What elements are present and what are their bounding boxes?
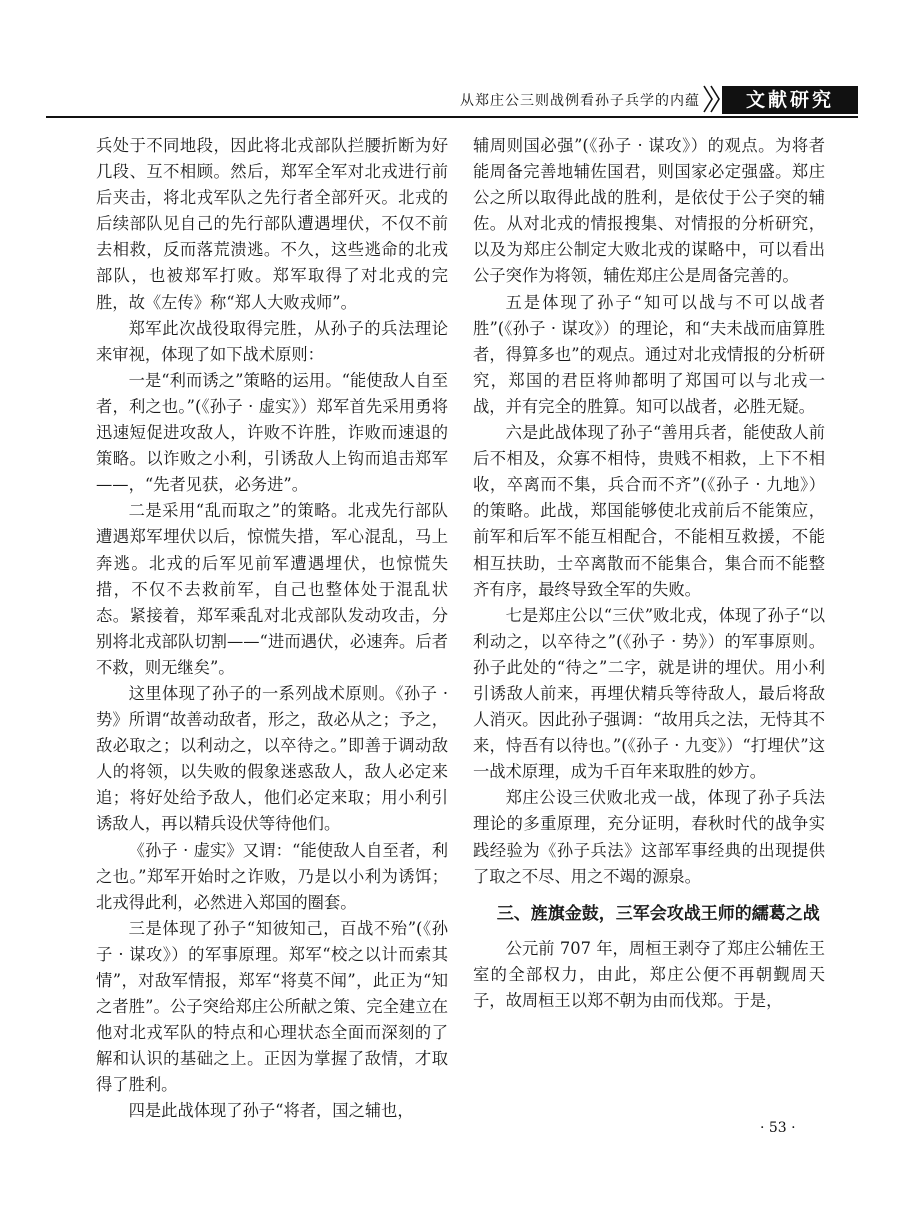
- section-tag: 文献研究: [722, 86, 858, 114]
- paragraph: 一是“利而诱之”策略的运用。“能使敌人自至者，利之也。”(《孙子 · 虚实》）郑军首先采用勇将迅速短促进攻敌人，许败不许胜，诈败而速退的策略。以诈败之小利，引诱敌人上钩而追击郑军——，“先者见获，必务进”。: [96, 370, 448, 495]
- paragraph: 兵处于不同地段，因此将北戎部队拦腰折断为好几段、互不相顾。然后，郑军全军对北戎进行前后夹击，将北戎军队之先行者全部歼灭。北戎的后续部队见自己的先行部队遭遇埋伏，不仅不前去相救，反而落荒溃逃。不久，这些逃命的北戎部队，也被郑军打败。郑军取得了对北戎的完胜，故《左传》称“郑人大败戎师”。: [96, 136, 448, 312]
- paragraph: 七是郑庄公以“三伏”败北戎，体现了孙子“以利动之，以卒待之”(《孙子 · 势》）的军事原则。孙子此处的“待之”二字，就是讲的埋伏。用小利引诱敌人前来，再埋伏精兵等待敌人，最后将敌人消灭。因此孙子强调：“故用兵之法，无恃其不来，恃吾有以待也。”(《孙子 · 九变》）“打埋伏”这一战术原理，成为千百年来取胜的妙方。: [473, 605, 825, 782]
- paragraph: 五是体现了孙子“知可以战与不可以战者胜”(《孙子 · 谋攻》）的理论，和“夫未战而庙算胜者，得算多也”的观点。通过对北戎情报的分析研究，郑国的君臣将帅都明了郑国可以与北戎一战，并有完全的胜算。知可以战者，必胜无疑。: [473, 292, 825, 416]
- paragraph: 公元前 707 年，周桓王剥夺了郑庄公辅佐王室的全部权力，由此，郑庄公便不再朝觐周天子，故周桓王以郑不朝为由而伐郑。于是，: [473, 938, 825, 1010]
- double-chevron-icon: [702, 84, 722, 114]
- right-column: [473, 133, 825, 1014]
- section-heading: 三、旌旗金鼓，三军会攻战王师的繻葛之战: [496, 903, 820, 924]
- paragraph: 这里体现了孙子的一系列战术原则。《孙子 · 势》所谓“故善动敌者，形之，敌必从之；予之，敌必取之；以利动之，以卒待之。”即善于调动敌人的将领，以失败的假象迷惑敌人，敌人必定来追；将好处给予敌人，他们必定来取；用小利引诱敌人，再以精兵设伏等待他们。: [96, 683, 448, 834]
- paragraph: 二是采用“乱而取之”的策略。北戎先行部队遭遇郑军埋伏以后，惊慌失措，军心混乱，马上奔逃。北戎的后军见前军遭遇埋伏，也惊慌失措，不仅不去救前军，自己也整体处于混乱状态。紧接着，郑军乘乱对北戎部队发动攻击，分别将北戎部队切割——“进而遇伏，必速奔。后者不救，则无继矣”。: [96, 501, 448, 677]
- paragraph: 郑军此次战役取得完胜，从孙子的兵法理论来审视，体现了如下战术原则：: [96, 318, 448, 364]
- header-rule: [46, 116, 858, 118]
- paragraph: 六是此战体现了孙子“善用兵者，能使敌人前后不相及，众寡不相恃，贵贱不相救，上下不相收，卒离而不集，兵合而不齐”(《孙子 · 九地》）的策略。此战，郑国能够使北戎前后不能策应，前军和后军不能互相配合，不能相互救援，不能相互扶助，士卒离散而不能集合，集合而不能整齐有序，最终导致全军的失败。: [473, 423, 825, 599]
- running-title: 从郑庄公三则战例看孙子兵学的内蕴: [460, 93, 700, 109]
- page-header: [0, 0, 900, 120]
- left-column: [96, 133, 448, 1125]
- paragraph: 辅周则国必强”(《孙子 · 谋攻》）的观点。为将者能周备完善地辅佐国君，则国家必定强盛。郑庄公之所以取得此战的胜利，是依仗于公子突的辅佐。从对北戎的情报搜集、对情报的分析研究，以及为郑庄公制定大败北戎的谋略中，可以看出公子突作为将领，辅佐郑庄公是周备完善的。: [473, 136, 825, 286]
- paragraph: 四是此战体现了孙子“将者，国之辅也，: [128, 1101, 414, 1121]
- page-number: · 53 ·: [760, 1120, 796, 1136]
- paragraph: 《孙子 · 虚实》又谓：“能使敌人自至者，利之也。”郑军开始时之诈败，乃是以小利为诱饵；北戎得此利，必然进入郑国的圈套。: [96, 840, 448, 912]
- paragraph: 郑庄公设三伏败北戎一战，体现了孙子兵法理论的多重原理，充分证明，春秋时代的战争实践经验为《孙子兵法》这部军事经典的出现提供了取之不尽、用之不竭的源泉。: [473, 788, 825, 886]
- paragraph: 三是体现了孙子“知彼知己，百战不殆”(《孙子 · 谋攻》）的军事原理。郑军“校之以计而索其情”，对敌军情报，郑军“将莫不闻”，此正为“知之者胜”。公子突给郑庄公所献之策、完全建立在他对北戎军队的特点和心理状态全面而深刻的了解和认识的基础之上。正因为掌握了敌情，才取得了胜利。: [96, 918, 448, 1095]
